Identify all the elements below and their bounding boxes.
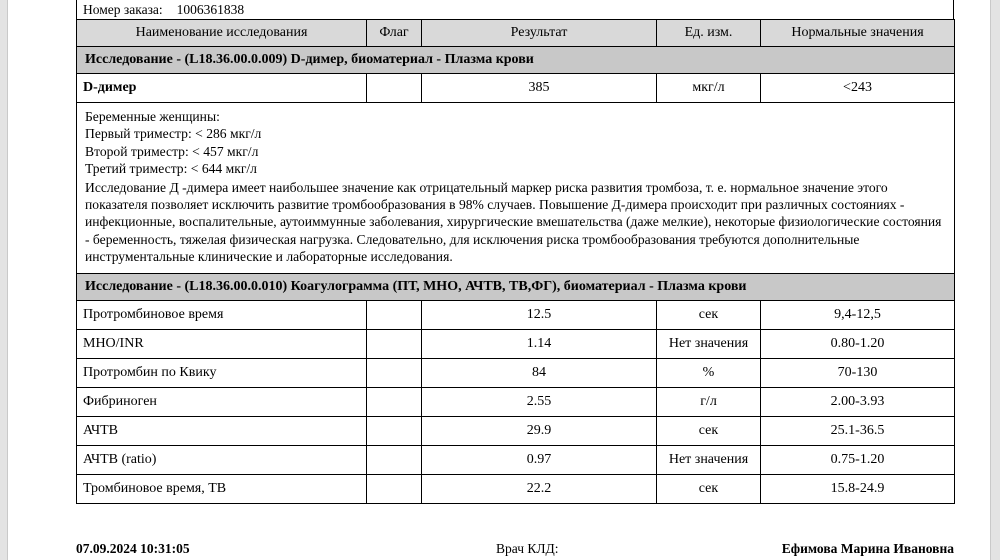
cell-norm: 70-130 bbox=[761, 358, 955, 387]
footer-doctor-name: Ефимова Марина Ивановна bbox=[781, 541, 954, 556]
table-header-row bbox=[77, 20, 955, 47]
cell-flag bbox=[367, 416, 422, 445]
cell-name: D-димер bbox=[77, 74, 367, 103]
cell-name: Протромбин по Квику bbox=[77, 358, 367, 387]
cell-unit: мкг/л bbox=[657, 74, 761, 103]
cell-norm: 2.00-3.93 bbox=[761, 387, 955, 416]
section-header-row bbox=[77, 47, 955, 74]
cell-unit: сек bbox=[657, 416, 761, 445]
section-title: Исследование - (L18.36.00.0.010) Коагулограмма (ПТ, МНО, АЧТВ, ТВ,ФГ), биоматериал - Плазма крови bbox=[77, 273, 955, 300]
reference-range-line: Беременные женщины: bbox=[85, 109, 220, 124]
report-sheet bbox=[8, 0, 990, 560]
footer-doctor-role: Врач КЛД: bbox=[496, 541, 559, 556]
table-row bbox=[77, 416, 955, 445]
cell-unit: Нет значения bbox=[657, 329, 761, 358]
cell-result: 22.2 bbox=[422, 474, 657, 503]
cell-name: Протромбиновое время bbox=[77, 300, 367, 329]
section-title: Исследование - (L18.36.00.0.009) D-димер, биоматериал - Плазма крови bbox=[77, 47, 955, 74]
page-right-edge bbox=[990, 0, 1000, 560]
cell-flag bbox=[367, 445, 422, 474]
column-header-unit: Ед. изм. bbox=[657, 20, 761, 47]
column-header-norm: Нормальные значения bbox=[761, 20, 955, 47]
cell-result: 2.55 bbox=[422, 387, 657, 416]
section-header-row bbox=[77, 273, 955, 300]
cell-norm: 9,4-12,5 bbox=[761, 300, 955, 329]
table-header bbox=[77, 20, 955, 47]
cell-name: АЧТВ bbox=[77, 416, 367, 445]
table-row bbox=[77, 329, 955, 358]
cell-result: 385 bbox=[422, 74, 657, 103]
reference-range-line: Третий триместр: < 644 мкг/л bbox=[85, 161, 257, 177]
lab-results-table bbox=[76, 19, 955, 504]
column-header-flag: Флаг bbox=[367, 20, 422, 47]
cell-unit: % bbox=[657, 358, 761, 387]
table-row bbox=[77, 474, 955, 503]
cell-norm: <243 bbox=[761, 74, 955, 103]
cell-norm: 15.8-24.9 bbox=[761, 474, 955, 503]
footer-datetime: 07.09.2024 10:31:05 bbox=[76, 541, 190, 556]
table-row bbox=[77, 387, 955, 416]
order-number-line bbox=[76, 0, 954, 19]
report-footer bbox=[76, 541, 954, 560]
cell-result: 0.97 bbox=[422, 445, 657, 474]
reference-range-lines bbox=[85, 108, 946, 178]
reference-range-line: Первый триместр: < 286 мкг/л bbox=[85, 126, 262, 142]
interpretation-note bbox=[77, 103, 955, 274]
cell-name: Тромбиновое время, ТВ bbox=[77, 474, 367, 503]
cell-norm: 0.75-1.20 bbox=[761, 445, 955, 474]
cell-unit: сек bbox=[657, 474, 761, 503]
cell-flag bbox=[367, 474, 422, 503]
column-header-name: Наименование исследования bbox=[77, 20, 367, 47]
cell-norm: 0.80-1.20 bbox=[761, 329, 955, 358]
cell-result: 12.5 bbox=[422, 300, 657, 329]
cell-name: АЧТВ (ratio) bbox=[77, 445, 367, 474]
cell-result: 29.9 bbox=[422, 416, 657, 445]
order-number-value: 1006361838 bbox=[176, 1, 245, 17]
table-body bbox=[77, 47, 955, 504]
cell-unit: сек bbox=[657, 300, 761, 329]
comment-row bbox=[77, 103, 955, 274]
reference-range-line: Второй триместр: < 457 мкг/л bbox=[85, 143, 259, 159]
table-row bbox=[77, 74, 955, 103]
table-row bbox=[77, 358, 955, 387]
table-row bbox=[77, 445, 955, 474]
cell-name: МНО/INR bbox=[77, 329, 367, 358]
cell-flag bbox=[367, 358, 422, 387]
cell-flag bbox=[367, 300, 422, 329]
column-header-result: Результат bbox=[422, 20, 657, 47]
cell-unit: Нет значения bbox=[657, 445, 761, 474]
order-number-label: Номер заказа: bbox=[83, 1, 163, 17]
interpretation-paragraph: Исследование Д -димера имеет наибольшее значение как отрицательный маркер риска развития тромбоза, т. е. нормальное значение этого показателя позволяет исключить развитие тромбообразования в 98% случаев. Повышение Д-димера происходит при различных состояниях - инфекционные, воспалительные, аутоиммунные заболевания, хирургические вмешательства (даже мелкие), некоторые физиологические состояния - беременность, тяжелая физическая нагрузка. Следовательно, для исключения риска тромбообразования требуются дополнительные инструментальные клинические и лабораторные исследования. bbox=[85, 179, 942, 265]
page-left-edge bbox=[0, 0, 8, 560]
cell-norm: 25.1-36.5 bbox=[761, 416, 955, 445]
cell-flag bbox=[367, 387, 422, 416]
cell-flag bbox=[367, 329, 422, 358]
cell-result: 84 bbox=[422, 358, 657, 387]
table-row bbox=[77, 300, 955, 329]
cell-unit: г/л bbox=[657, 387, 761, 416]
cell-result: 1.14 bbox=[422, 329, 657, 358]
cell-name: Фибриноген bbox=[77, 387, 367, 416]
cell-flag bbox=[367, 74, 422, 103]
